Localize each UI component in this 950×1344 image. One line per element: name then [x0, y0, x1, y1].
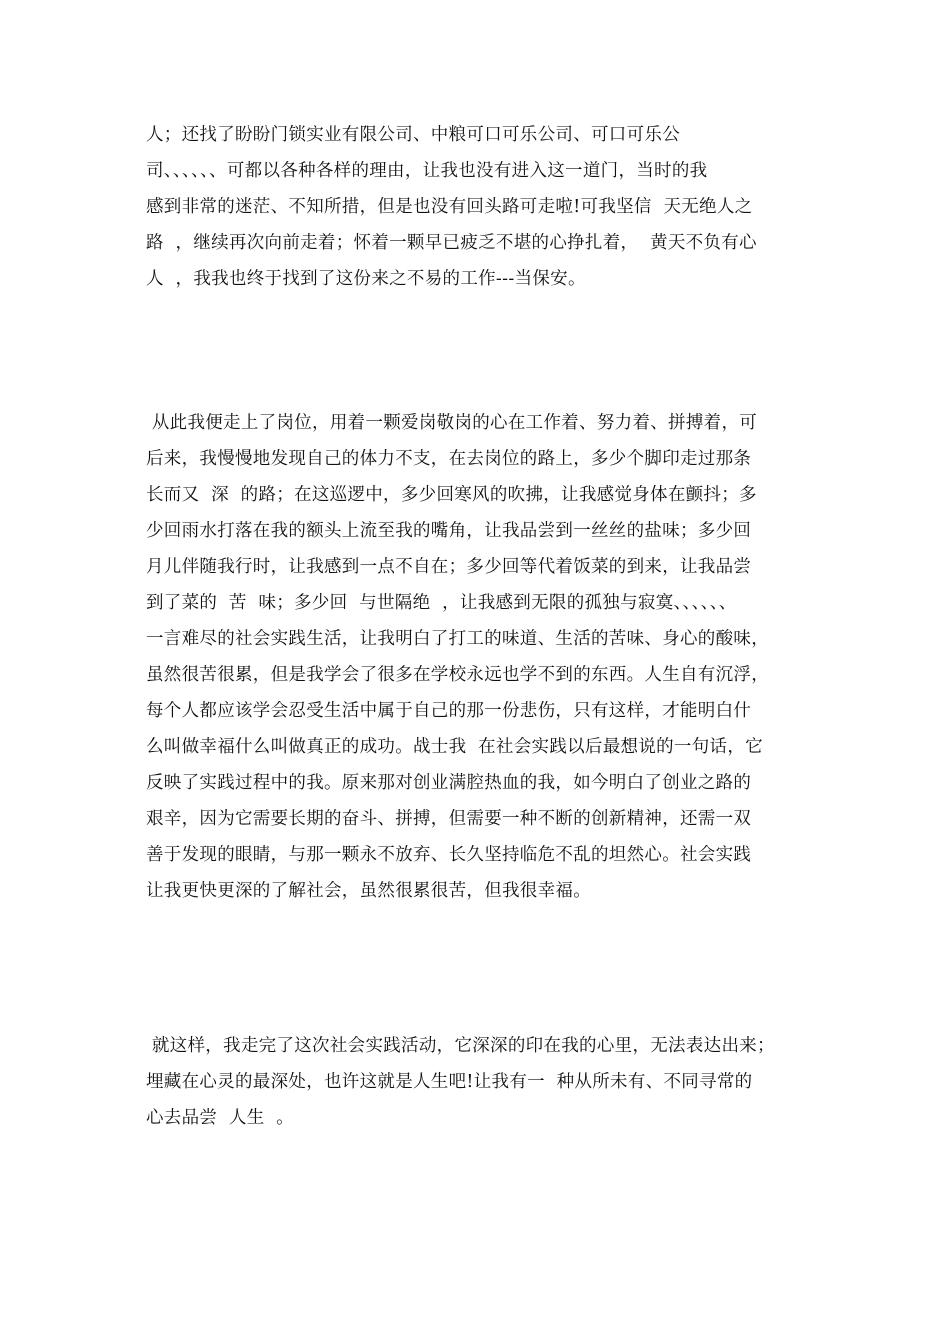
text-line: 让我更快更深的了解社会，虽然很累很苦，但我很幸福。: [146, 881, 591, 901]
text-line: 心去品尝 人生 。: [146, 1108, 295, 1128]
text-line: 路 ，继续再次向前走着；怀着一颗早已疲乏不堪的心挣扎着， 黄天不负有心: [146, 233, 757, 253]
text-line: 少回雨水打落在我的额头上流至我的嘴角，让我品尝到一丝丝的盐味；多少回: [146, 521, 752, 541]
paragraph-2: [146, 405, 836, 909]
text-line: 埋藏在心灵的最深处，也许这就是人生吧!让我有一 种从所未有、不同寻常的: [146, 1072, 753, 1092]
text-line: 虽然很苦很累，但是我学会了很多在学校永远也学不到的东西。人生自有沉浮，: [146, 665, 769, 685]
text-line: 到了菜的 苦 味；多少回 与世隔绝 ，让我感到无限的孤独与寂寞、、、、、、: [146, 593, 737, 613]
text-line: 一言难尽的社会实践生活，让我明白了打工的味道、生活的苦味、身心的酸味，: [146, 629, 769, 649]
text-line: 月儿伴随我行时，让我感到一点不自在；多少回等代着饭菜的到来，让我品尝: [146, 557, 752, 577]
text-line: 后来，我慢慢地发现自己的体力不支，在去岗位的路上，多少个脚印走过那条: [146, 449, 752, 469]
text-line: 艰辛，因为它需要长期的奋斗、拼搏，但需要一种不断的创新精神，还需一双: [146, 809, 752, 829]
text-line: 反映了实践过程中的我。原来那对创业满腔热血的我，如今明白了创业之路的: [146, 773, 752, 793]
text-line: 人；还找了盼盼门锁实业有限公司、中粮可口可乐公司、可口可乐公: [146, 125, 680, 145]
text-line: 每个人都应该学会忍受生活中属于自己的那一份悲伤，只有这样，才能明白什: [146, 701, 752, 721]
paragraph-1: [146, 117, 836, 297]
text-line: 善于发现的眼睛，与那一颗永不放弃、长久坚持临危不乱的坦然心。社会实践: [146, 845, 752, 865]
text-line: 感到非常的迷茫、不知所措，但是也没有回头路可走啦!可我坚信 天无绝人之: [146, 197, 753, 217]
paragraph-3: [146, 1028, 836, 1136]
text-line: 人 ，我我也终于找到了这份来之不易的工作---当保安。: [146, 269, 586, 289]
text-line: 司、、、、、、可都以各种各样的理由，让我也没有进入这一道门，当时的我: [146, 161, 708, 181]
text-line: 么叫做幸福什么叫做真正的成功。战士我 在社会实践以后最想说的一句话，它: [146, 737, 763, 757]
text-line: 就这样，我走完了这次社会实践活动，它深深的印在我的心里，无法表达出来；: [146, 1036, 775, 1056]
text-line: 长而又 深 的路；在这巡逻中，多少回寒风的吹拂，让我感觉身体在颤抖；多: [146, 485, 757, 505]
text-line: 从此我便走上了岗位，用着一颗爱岗敬岗的心在工作着、努力着、拼搏着，可: [146, 413, 758, 433]
